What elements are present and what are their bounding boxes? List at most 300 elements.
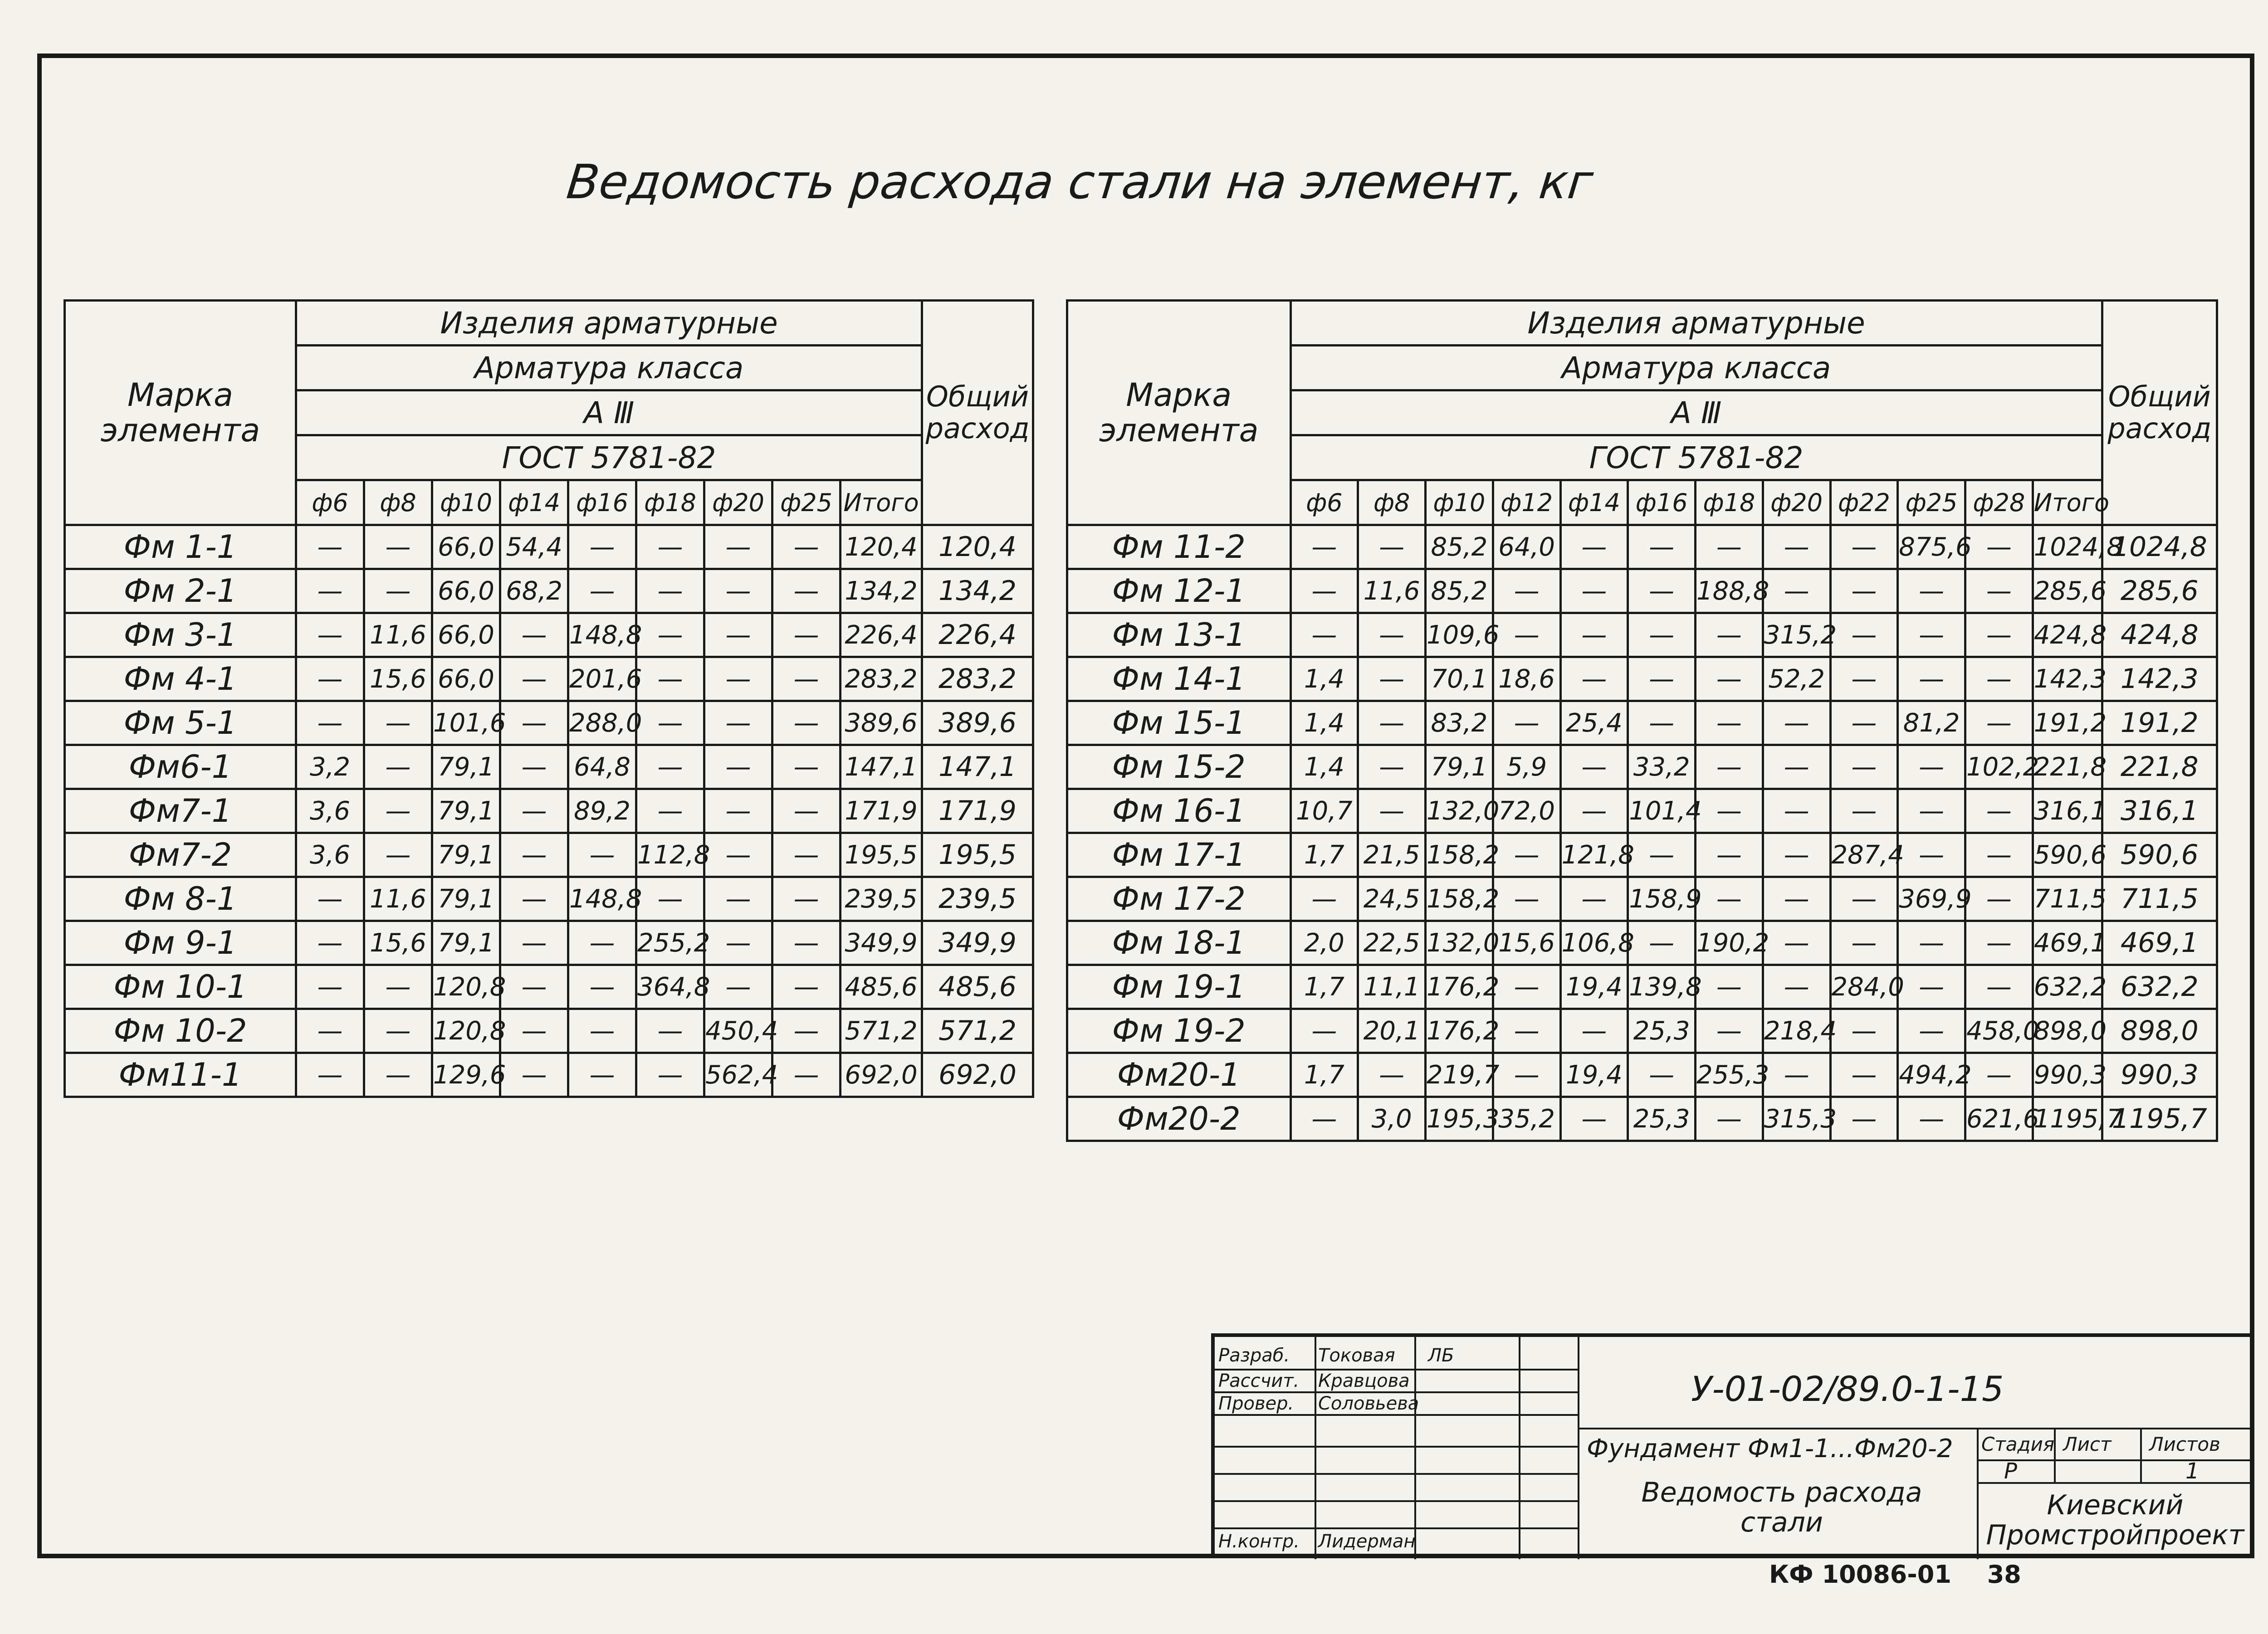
steel-value: — xyxy=(636,745,704,789)
steel-value: — xyxy=(1696,965,1763,1009)
steel-value: 11,6 xyxy=(364,877,432,921)
archive-code: КФ 10086-01 xyxy=(1769,1560,1951,1589)
steel-value: — xyxy=(568,1053,636,1097)
stage-value: Р xyxy=(2004,1458,2017,1484)
steel-value: — xyxy=(1628,833,1696,877)
steel-value: 68,2 xyxy=(500,569,568,613)
steel-value: 176,2 xyxy=(1426,1009,1493,1053)
class-header: Арматура класса xyxy=(1290,346,2102,390)
steel-value: — xyxy=(1763,833,1830,877)
element-mark: Фм 14-1 xyxy=(1067,657,1291,701)
itogo-value: 316,1 xyxy=(2033,789,2102,833)
steel-value: — xyxy=(1696,877,1763,921)
table-row xyxy=(1067,525,2217,569)
steel-value: 3,6 xyxy=(296,833,364,877)
steel-value: — xyxy=(1763,1053,1830,1097)
steel-value: — xyxy=(500,701,568,745)
steel-table-left xyxy=(64,299,1034,1098)
steel-value: 10,7 xyxy=(1290,789,1358,833)
standard-header: ГОСТ 5781-82 xyxy=(1290,435,2102,480)
steel-value: 54,4 xyxy=(500,525,568,569)
group-header: Изделия арматурные xyxy=(296,301,922,346)
steel-value: — xyxy=(296,1053,364,1097)
steel-class-header: А Ⅲ xyxy=(296,390,922,435)
itogo-value: 469,1 xyxy=(2033,921,2102,965)
element-mark: Фм 10-2 xyxy=(65,1009,296,1053)
total-header: Общий расход xyxy=(2102,301,2217,525)
steel-value: — xyxy=(1696,789,1763,833)
steel-value: — xyxy=(1358,657,1426,701)
steel-value: — xyxy=(1898,569,1965,613)
table-row xyxy=(65,921,1033,965)
steel-value: 83,2 xyxy=(1426,701,1493,745)
element-mark: Фм 19-2 xyxy=(1067,1009,1291,1053)
element-mark: Фм 5-1 xyxy=(65,701,296,745)
steel-value: — xyxy=(364,1053,432,1097)
steel-value: 85,2 xyxy=(1426,569,1493,613)
steel-value: — xyxy=(1696,745,1763,789)
steel-value: 101,6 xyxy=(432,701,500,745)
itogo-value: 191,2 xyxy=(2033,701,2102,745)
steel-value: 2,0 xyxy=(1290,921,1358,965)
steel-value: — xyxy=(704,965,772,1009)
name-developer: Токовая xyxy=(1318,1345,1395,1366)
steel-value: 15,6 xyxy=(364,657,432,701)
steel-value: — xyxy=(1830,525,1898,569)
steel-value: 1,7 xyxy=(1290,1053,1358,1097)
steel-value: 218,4 xyxy=(1763,1009,1830,1053)
table-row xyxy=(65,789,1033,833)
steel-value: — xyxy=(1628,921,1696,965)
steel-value: — xyxy=(772,833,841,877)
steel-value: — xyxy=(1358,525,1426,569)
steel-value: 148,8 xyxy=(568,613,636,657)
itogo-value: 134,2 xyxy=(841,569,922,613)
steel-value: — xyxy=(1290,877,1358,921)
steel-value: 25,3 xyxy=(1628,1009,1696,1053)
mark-header: Марка элемента xyxy=(65,301,296,525)
steel-value: — xyxy=(568,921,636,965)
steel-value: 121,8 xyxy=(1560,833,1628,877)
steel-value: — xyxy=(636,1009,704,1053)
steel-value: 18,6 xyxy=(1493,657,1560,701)
steel-value: — xyxy=(704,877,772,921)
total-value: 469,1 xyxy=(2102,921,2217,965)
steel-value: 284,0 xyxy=(1830,965,1898,1009)
steel-value: — xyxy=(500,965,568,1009)
steel-value: — xyxy=(1763,789,1830,833)
steel-value: — xyxy=(1493,1009,1560,1053)
diameter-header: ф10 xyxy=(432,480,500,525)
itogo-value: 990,3 xyxy=(2033,1053,2102,1097)
steel-value: — xyxy=(1560,569,1628,613)
steel-value: — xyxy=(1830,657,1898,701)
steel-value: — xyxy=(568,525,636,569)
steel-value: — xyxy=(1696,701,1763,745)
diameter-header: ф14 xyxy=(1560,480,1628,525)
diameter-header: ф8 xyxy=(364,480,432,525)
steel-value: — xyxy=(296,701,364,745)
table-row xyxy=(1067,1097,2217,1141)
total-value: 171,9 xyxy=(922,789,1033,833)
element-mark: Фм 17-2 xyxy=(1067,877,1291,921)
steel-value: — xyxy=(1763,525,1830,569)
steel-value: — xyxy=(636,877,704,921)
organization: Киевский Промстройпроект xyxy=(1986,1489,2244,1551)
role-checked: Провер. xyxy=(1218,1393,1294,1414)
total-value: 424,8 xyxy=(2102,613,2217,657)
steel-value: 79,1 xyxy=(432,833,500,877)
diameter-header: ф16 xyxy=(1628,480,1696,525)
steel-value: — xyxy=(704,833,772,877)
table-row xyxy=(1067,1053,2217,1097)
steel-value: — xyxy=(1560,789,1628,833)
name-calculated: Кравцова xyxy=(1318,1371,1410,1391)
steel-value: 79,1 xyxy=(432,921,500,965)
steel-value: — xyxy=(1628,525,1696,569)
steel-value: 19,4 xyxy=(1560,1053,1628,1097)
total-value: 195,5 xyxy=(922,833,1033,877)
steel-value: — xyxy=(1965,525,2033,569)
steel-value: — xyxy=(568,965,636,1009)
steel-value: 79,1 xyxy=(432,877,500,921)
table-row xyxy=(65,745,1033,789)
steel-value: 875,6 xyxy=(1898,525,1965,569)
steel-value: — xyxy=(1560,657,1628,701)
steel-value: 132,0 xyxy=(1426,921,1493,965)
steel-value: — xyxy=(1628,1053,1696,1097)
total-value: 1195,7 xyxy=(2102,1097,2217,1141)
steel-value: 15,6 xyxy=(364,921,432,965)
diameter-header: ф6 xyxy=(296,480,364,525)
element-mark: Фм20-1 xyxy=(1067,1053,1291,1097)
steel-value: — xyxy=(296,657,364,701)
steel-value: 5,9 xyxy=(1493,745,1560,789)
steel-table-right xyxy=(1066,299,2218,1142)
itogo-value: 590,6 xyxy=(2033,833,2102,877)
element-mark: Фм 15-1 xyxy=(1067,701,1291,745)
steel-value: — xyxy=(704,657,772,701)
element-mark: Фм 19-1 xyxy=(1067,965,1291,1009)
steel-value: 1,4 xyxy=(1290,657,1358,701)
steel-value: 66,0 xyxy=(432,569,500,613)
steel-value: — xyxy=(1628,613,1696,657)
steel-value: 201,6 xyxy=(568,657,636,701)
steel-value: 1,7 xyxy=(1290,965,1358,1009)
steel-value: 195,3 xyxy=(1426,1097,1493,1141)
table-row xyxy=(65,833,1033,877)
element-mark: Фм20-2 xyxy=(1067,1097,1291,1141)
steel-value: — xyxy=(1290,1009,1358,1053)
total-value: 120,4 xyxy=(922,525,1033,569)
role-developer: Разраб. xyxy=(1218,1345,1290,1366)
steel-value: 219,7 xyxy=(1426,1053,1493,1097)
steel-value: 255,2 xyxy=(636,921,704,965)
itogo-value: 285,6 xyxy=(2033,569,2102,613)
steel-value: — xyxy=(772,789,841,833)
steel-value: — xyxy=(500,745,568,789)
itogo-value: 632,2 xyxy=(2033,965,2102,1009)
steel-value: — xyxy=(1493,965,1560,1009)
steel-value: — xyxy=(364,833,432,877)
steel-value: — xyxy=(1898,833,1965,877)
steel-value: — xyxy=(704,745,772,789)
steel-value: 15,6 xyxy=(1493,921,1560,965)
steel-value: 70,1 xyxy=(1426,657,1493,701)
total-value: 239,5 xyxy=(922,877,1033,921)
steel-value: 1,7 xyxy=(1290,833,1358,877)
diameter-header: ф25 xyxy=(772,480,841,525)
steel-value: — xyxy=(1965,569,2033,613)
table-row xyxy=(1067,921,2217,965)
steel-value: — xyxy=(568,569,636,613)
steel-value: — xyxy=(772,745,841,789)
steel-value: — xyxy=(500,613,568,657)
itogo-value: 389,6 xyxy=(841,701,922,745)
object-name: Фундамент Фм1-1...Фм20-2 xyxy=(1587,1434,1953,1463)
steel-value: — xyxy=(1358,1053,1426,1097)
steel-value: — xyxy=(1560,1009,1628,1053)
element-mark: Фм 8-1 xyxy=(65,877,296,921)
steel-value: — xyxy=(772,525,841,569)
steel-value: 1,4 xyxy=(1290,701,1358,745)
itogo-value: 147,1 xyxy=(841,745,922,789)
steel-value: — xyxy=(1898,965,1965,1009)
steel-value: — xyxy=(704,921,772,965)
steel-value: 188,8 xyxy=(1696,569,1763,613)
steel-value: — xyxy=(1830,1009,1898,1053)
steel-value: — xyxy=(1965,701,2033,745)
role-calculated: Рассчит. xyxy=(1218,1371,1300,1391)
diameter-header: ф18 xyxy=(636,480,704,525)
total-value: 571,2 xyxy=(922,1009,1033,1053)
steel-value: — xyxy=(1830,1053,1898,1097)
steel-value: — xyxy=(636,525,704,569)
steel-value: — xyxy=(296,1009,364,1053)
steel-value: — xyxy=(1493,613,1560,657)
steel-value: 102,2 xyxy=(1965,745,2033,789)
steel-value: — xyxy=(1560,877,1628,921)
steel-value: — xyxy=(1628,569,1696,613)
steel-value: — xyxy=(636,569,704,613)
itogo-value: 349,9 xyxy=(841,921,922,965)
steel-value: 52,2 xyxy=(1763,657,1830,701)
steel-value: — xyxy=(1965,789,2033,833)
steel-value: 132,0 xyxy=(1426,789,1493,833)
steel-value: 450,4 xyxy=(704,1009,772,1053)
table-row xyxy=(1067,833,2217,877)
steel-value: — xyxy=(1493,877,1560,921)
steel-value: — xyxy=(1763,701,1830,745)
footer-code xyxy=(1769,1560,2021,1589)
element-mark: Фм 12-1 xyxy=(1067,569,1291,613)
steel-value: — xyxy=(296,525,364,569)
itogo-value: 195,5 xyxy=(841,833,922,877)
steel-value: 19,4 xyxy=(1560,965,1628,1009)
steel-value: — xyxy=(1358,701,1426,745)
table-row xyxy=(1067,789,2217,833)
element-mark: Фм 4-1 xyxy=(65,657,296,701)
table-row xyxy=(1067,877,2217,921)
steel-value: 288,0 xyxy=(568,701,636,745)
steel-value: — xyxy=(296,877,364,921)
steel-value: 79,1 xyxy=(1426,745,1493,789)
diameter-header: ф16 xyxy=(568,480,636,525)
steel-value: 11,1 xyxy=(1358,965,1426,1009)
steel-value: 79,1 xyxy=(432,789,500,833)
steel-value: — xyxy=(1965,833,2033,877)
steel-value: — xyxy=(1696,657,1763,701)
steel-value: — xyxy=(1763,569,1830,613)
steel-value: 101,4 xyxy=(1628,789,1696,833)
steel-value: — xyxy=(1560,613,1628,657)
table-row xyxy=(1067,965,2217,1009)
total-value: 349,9 xyxy=(922,921,1033,965)
steel-value: — xyxy=(1965,921,2033,965)
steel-value: — xyxy=(772,1053,841,1097)
itogo-value: 898,0 xyxy=(2033,1009,2102,1053)
group-header: Изделия арматурные xyxy=(1290,301,2102,346)
steel-value: — xyxy=(1290,525,1358,569)
diameter-header: ф12 xyxy=(1493,480,1560,525)
page-title: Ведомость расхода стали на элемент, кг xyxy=(564,154,1596,210)
total-value: 590,6 xyxy=(2102,833,2217,877)
steel-value: 190,2 xyxy=(1696,921,1763,965)
itogo-value: 485,6 xyxy=(841,965,922,1009)
steel-value: — xyxy=(1830,877,1898,921)
element-mark: Фм 16-1 xyxy=(1067,789,1291,833)
element-mark: Фм 10-1 xyxy=(65,965,296,1009)
steel-value: — xyxy=(364,569,432,613)
name-checked: Соловьева xyxy=(1318,1393,1419,1414)
name-norm-control: Лидерман xyxy=(1318,1531,1416,1552)
steel-value: — xyxy=(1965,613,2033,657)
element-mark: Фм 3-1 xyxy=(65,613,296,657)
steel-value: — xyxy=(1830,613,1898,657)
steel-value: — xyxy=(1965,965,2033,1009)
itogo-header: Итого xyxy=(2033,480,2102,525)
steel-value: — xyxy=(772,613,841,657)
steel-value: — xyxy=(1898,1009,1965,1053)
steel-value: — xyxy=(1493,1053,1560,1097)
element-mark: Фм 17-1 xyxy=(1067,833,1291,877)
diameter-header: ф28 xyxy=(1965,480,2033,525)
table-row xyxy=(65,1009,1033,1053)
steel-value: — xyxy=(1696,1097,1763,1141)
itogo-value: 283,2 xyxy=(841,657,922,701)
steel-value: — xyxy=(1830,569,1898,613)
itogo-value: 171,9 xyxy=(841,789,922,833)
total-value: 632,2 xyxy=(2102,965,2217,1009)
steel-value: 72,0 xyxy=(1493,789,1560,833)
steel-value: — xyxy=(500,921,568,965)
total-value: 389,6 xyxy=(922,701,1033,745)
steel-value: — xyxy=(1965,877,2033,921)
itogo-value: 1024,8 xyxy=(2033,525,2102,569)
element-mark: Фм7-1 xyxy=(65,789,296,833)
diameter-header: ф6 xyxy=(1290,480,1358,525)
diameter-header: ф20 xyxy=(1763,480,1830,525)
diameter-header: ф22 xyxy=(1830,480,1898,525)
steel-value: 158,2 xyxy=(1426,833,1493,877)
total-value: 226,4 xyxy=(922,613,1033,657)
steel-value: — xyxy=(1560,525,1628,569)
title-block xyxy=(1211,1333,2250,1556)
steel-value: — xyxy=(1493,701,1560,745)
steel-value: — xyxy=(772,877,841,921)
steel-value: 129,6 xyxy=(432,1053,500,1097)
steel-value: 66,0 xyxy=(432,613,500,657)
steel-class-header: А Ⅲ xyxy=(1290,390,2102,435)
total-value: 1024,8 xyxy=(2102,525,2217,569)
total-header: Общий расход xyxy=(922,301,1033,525)
diameter-header: ф20 xyxy=(704,480,772,525)
steel-value: 33,2 xyxy=(1628,745,1696,789)
steel-value: 109,6 xyxy=(1426,613,1493,657)
steel-value: — xyxy=(704,613,772,657)
steel-value: — xyxy=(704,701,772,745)
steel-value: — xyxy=(364,789,432,833)
table-row xyxy=(1067,745,2217,789)
table-row xyxy=(65,1053,1033,1097)
table-row xyxy=(1067,569,2217,613)
steel-value: — xyxy=(1830,745,1898,789)
steel-value: — xyxy=(704,569,772,613)
steel-value: — xyxy=(1696,833,1763,877)
steel-value: 120,8 xyxy=(432,1009,500,1053)
steel-value: — xyxy=(636,789,704,833)
steel-value: 64,0 xyxy=(1493,525,1560,569)
steel-value: 3,2 xyxy=(296,745,364,789)
total-value: 692,0 xyxy=(922,1053,1033,1097)
steel-value: — xyxy=(1628,701,1696,745)
itogo-value: 424,8 xyxy=(2033,613,2102,657)
steel-value: — xyxy=(1493,833,1560,877)
steel-value: 562,4 xyxy=(704,1053,772,1097)
itogo-value: 1195,7 xyxy=(2033,1097,2102,1141)
steel-value: 255,3 xyxy=(1696,1053,1763,1097)
steel-value: 64,8 xyxy=(568,745,636,789)
steel-value: — xyxy=(364,965,432,1009)
itogo-value: 692,0 xyxy=(841,1053,922,1097)
steel-value: — xyxy=(1696,1009,1763,1053)
element-mark: Фм11-1 xyxy=(65,1053,296,1097)
steel-value: 621,6 xyxy=(1965,1097,2033,1141)
itogo-value: 239,5 xyxy=(841,877,922,921)
steel-value: 25,4 xyxy=(1560,701,1628,745)
steel-value: — xyxy=(772,921,841,965)
steel-value: — xyxy=(1358,745,1426,789)
table-row xyxy=(65,701,1033,745)
steel-value: 66,0 xyxy=(432,657,500,701)
document-code: У-01-02/89.0-1-15 xyxy=(1691,1369,2004,1409)
steel-value: 112,8 xyxy=(636,833,704,877)
steel-value: 3,6 xyxy=(296,789,364,833)
steel-value: — xyxy=(1763,921,1830,965)
steel-value: — xyxy=(364,745,432,789)
page-number: 38 xyxy=(1987,1560,2021,1589)
steel-value: — xyxy=(704,789,772,833)
steel-value: 315,2 xyxy=(1763,613,1830,657)
sheet-title: Ведомость расхода стали xyxy=(1641,1477,1922,1538)
steel-value: — xyxy=(500,877,568,921)
steel-value: — xyxy=(636,657,704,701)
steel-value: 89,2 xyxy=(568,789,636,833)
table-row xyxy=(65,613,1033,657)
element-mark: Фм7-2 xyxy=(65,833,296,877)
steel-value: — xyxy=(1830,1097,1898,1141)
total-value: 485,6 xyxy=(922,965,1033,1009)
